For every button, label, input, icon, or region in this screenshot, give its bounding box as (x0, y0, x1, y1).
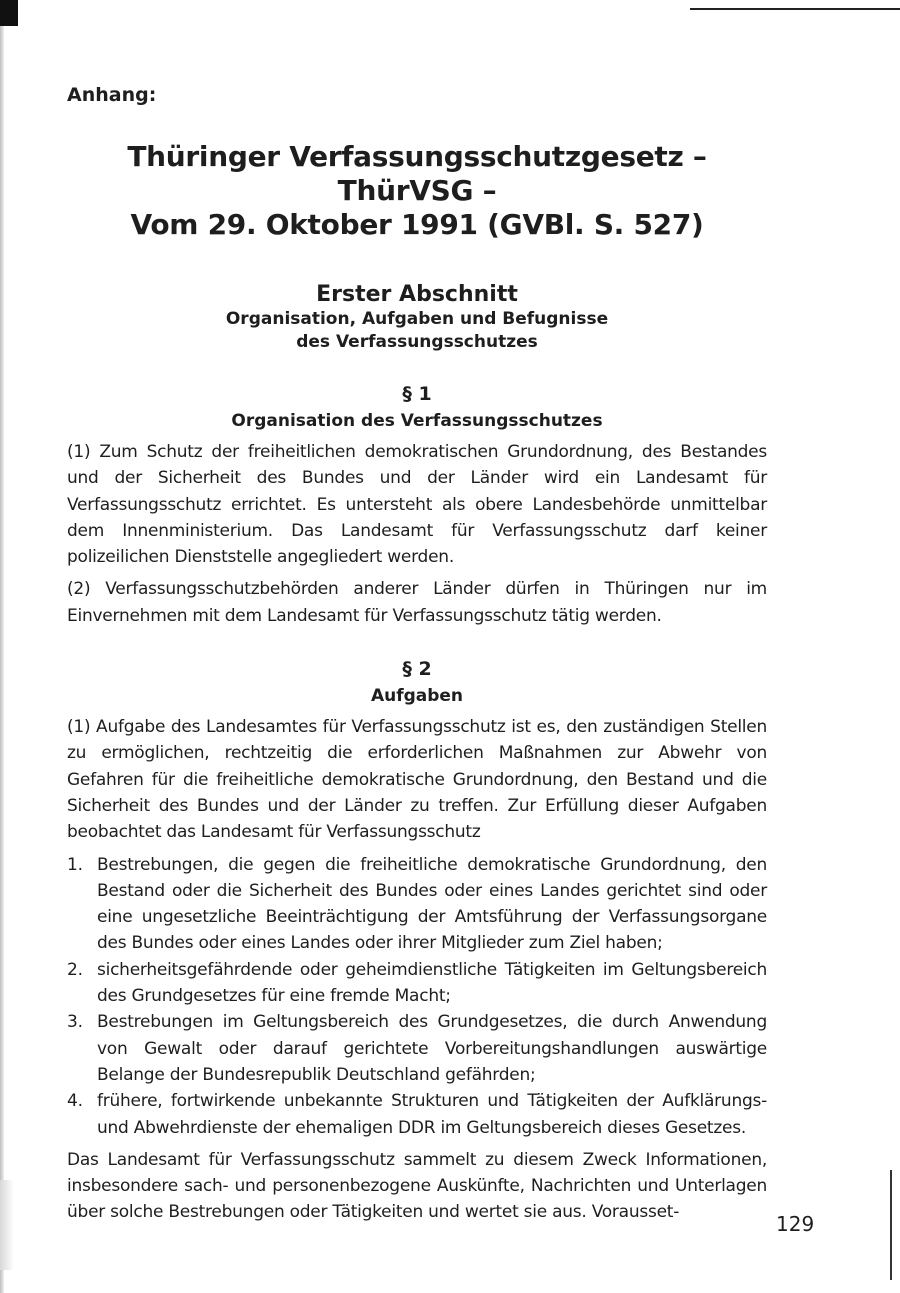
paragraph-1-title: Organisation des Verfassungsschutzes (231, 411, 603, 431)
paragraph-2-list (67, 852, 767, 1141)
list-item (67, 957, 767, 1010)
scan-edge-left (0, 0, 4, 1293)
list-item-text: Bestrebungen im Geltungsbereich des Grundgesetzes, die durch Anwendung von Gewalt oder darauf gerichtete Vorbereitungshandlungen auswärtige Belange der Bundesrepublik Deutschland gefährden; (97, 1012, 767, 1085)
page-number: 129 (776, 1212, 815, 1236)
section-subtitle-1: Organisation, Aufgaben und Befugnisse (225, 309, 609, 329)
scan-line-top (690, 8, 900, 10)
paragraph-1-number: § 1 (402, 383, 432, 405)
paragraph-2-number: § 2 (402, 658, 432, 681)
paragraph-2-continuation: Das Landesamt für Verfassungsschutz sammelt zu diesem Zweck Informationen, insbesondere sach- und personenbezogene Auskünfte, Nachrichten und Unterlagen über solche Bestrebungen oder Tätigkeiten und wertet sie aus. Vorausset- (67, 1149, 767, 1223)
paragraph-1-subsection-2: (2) Verfassungsschutzbehörden anderer Länder dürfen in Thüringen nur im Einvernehmen mit dem Landesamt für Verfassungsschutz tätig werden. (67, 579, 767, 626)
paragraph-1-header (67, 382, 767, 433)
paragraph-2-subsection-1: (1) Aufgabe des Landesamtes für Verfassungsschutz ist es, den zuständigen Stellen zu ermöglichen, rechtzeitig die erforderlichen Maßnahmen zur Abwehr von Gefahren für die freiheitliche demokratische Grundordnung, den Bestand und die Sicherheit des Bundes und der Länder zu treffen. Zur Erfüllung dieser Aufgaben beobachtet das Landesamt für Verfassungsschutz (67, 717, 767, 843)
paragraph-2-title: Aufgaben (370, 686, 464, 707)
list-item (67, 852, 767, 957)
document-page (67, 84, 767, 1232)
appendix-label: Anhang: (67, 84, 157, 106)
paragraph-2-header (67, 657, 767, 708)
scan-line-right (890, 1170, 892, 1280)
list-item-number: 1. (67, 854, 83, 875)
section-subtitle-2: des Verfassungsschutzes (296, 332, 538, 352)
title-line-2: Vom 29. Oktober 1991 (GVBl. S. 527) (130, 208, 704, 241)
section-header (67, 282, 767, 354)
scan-corner-mark (0, 0, 18, 26)
list-item-text: Bestrebungen, die gegen die freiheitliche demokratische Grundordnung, den Bestand oder die Sicherheit des Bundes oder eines Landes gerichtet sind oder eine ungesetzliche Beeinträchtigung der Amtsführung der Verfassungsorgane des Bundes oder eines Landes oder ihrer Mitglieder zum Ziel haben; (97, 854, 767, 954)
document-title (67, 140, 767, 242)
list-item (67, 1009, 767, 1088)
paragraph-1-subsection-1: (1) Zum Schutz der freiheitlichen demokratischen Grundordnung, des Bestandes und der Sicherheit des Bundes und der Länder wird ein Landesamt für Verfassungsschutz errichtet. Es untersteht als obere Landesbehörde unmittelbar dem Innenministerium. Das Landesamt für Verfassungsschutz darf keiner polizeilichen Dienststelle angegliedert werden. (67, 442, 767, 568)
list-item-text: sicherheitsgefährdende oder geheimdienstliche Tätigkeiten im Geltungsbereich des Grundgesetzes für eine fremde Macht; (97, 959, 767, 1007)
list-item-number: 3. (67, 1012, 83, 1033)
list-item-text: frühere, fortwirkende unbekannte Strukturen und Tätigkeiten der Aufklärungs- und Abwehrdienste der ehemaligen DDR im Geltungsbereich dieses Gesetzes. (97, 1091, 767, 1138)
scan-smudge (0, 1180, 14, 1270)
list-item-number: 4. (67, 1091, 83, 1112)
title-line-1: Thüringer Verfassungsschutzgesetz – ThürVSG – (127, 140, 707, 207)
list-item (67, 1088, 767, 1141)
section-heading: Erster Abschnitt (316, 282, 518, 307)
list-item-number: 2. (67, 959, 83, 980)
